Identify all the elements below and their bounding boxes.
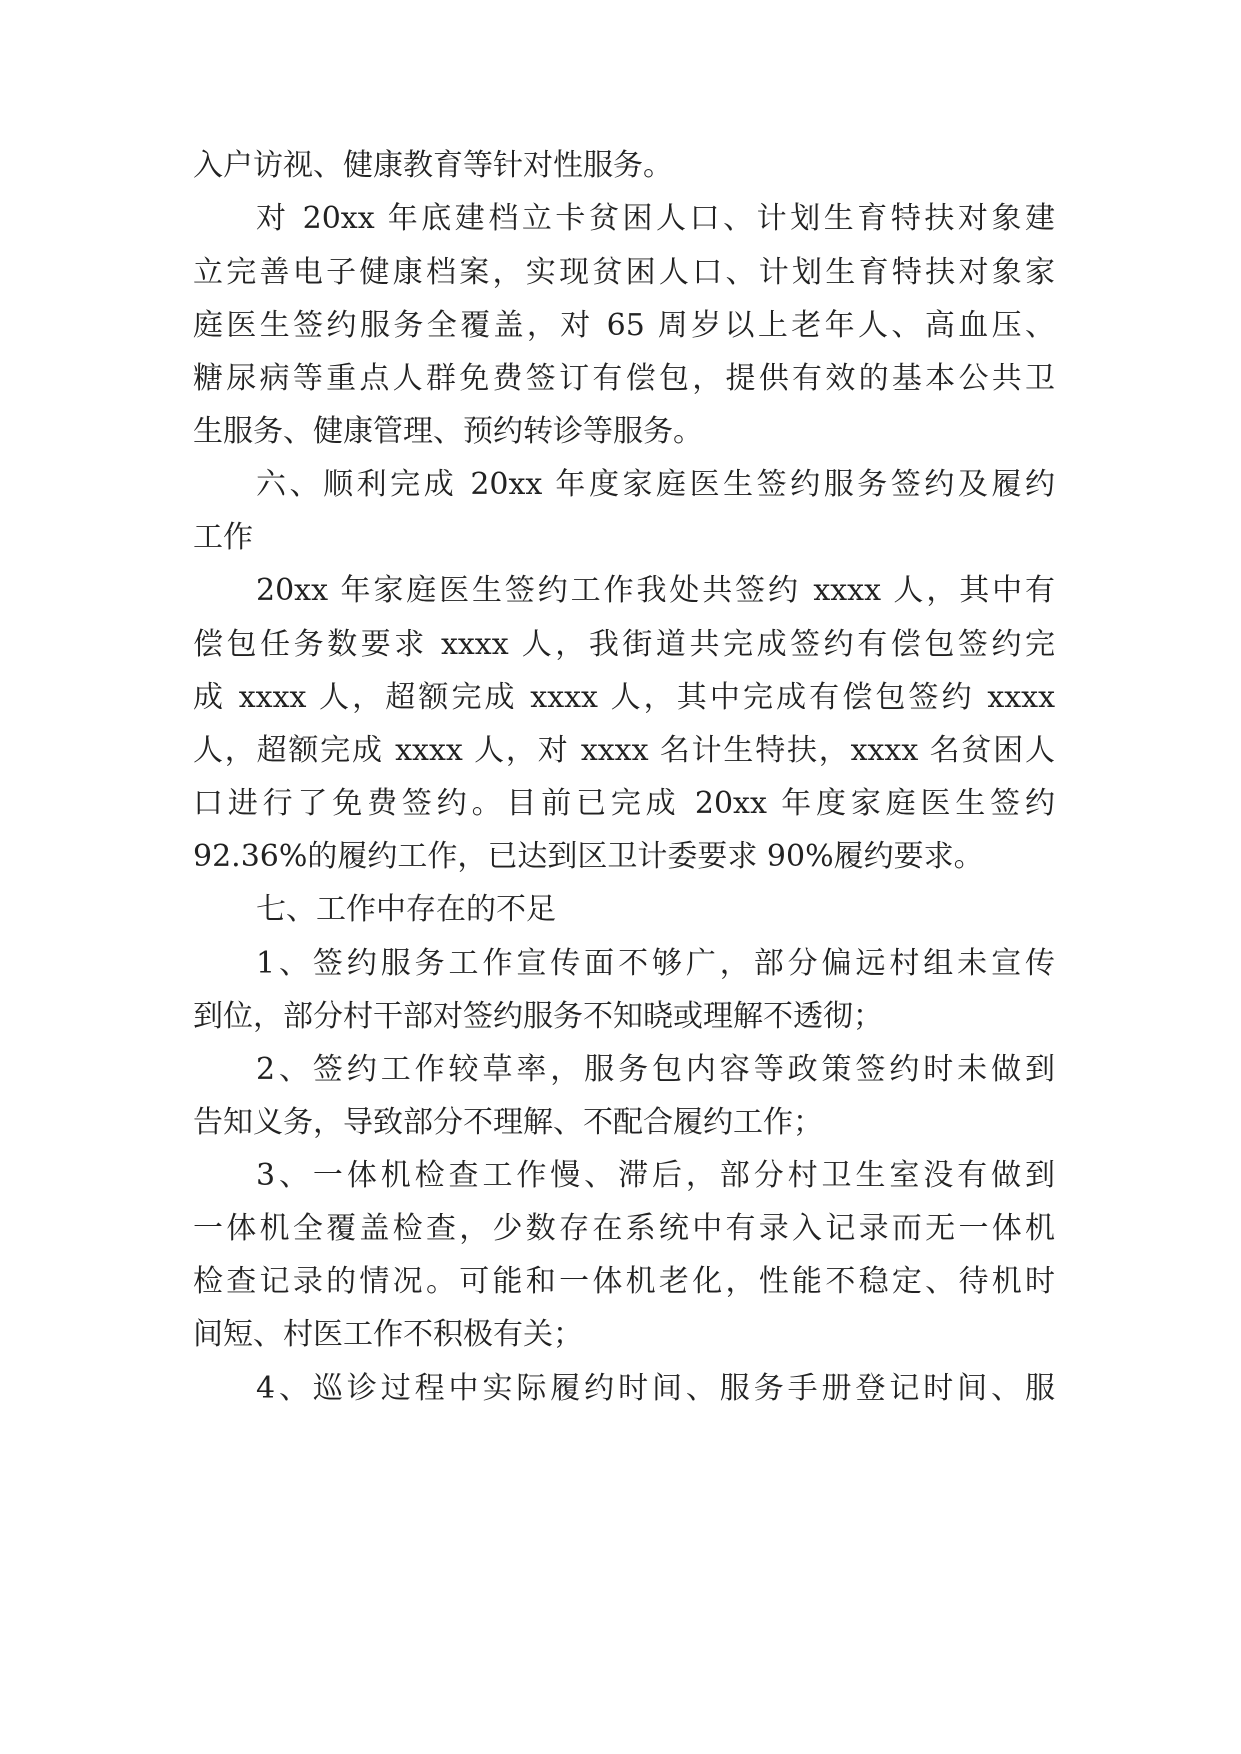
section-heading-six-continued: 工作 [193, 520, 253, 555]
text-line: 入户访视、健康教育等针对性服务。 [193, 148, 673, 183]
text-line: 立完善电子健康档案，实现贫困人口、计划生育特扶对象家 [193, 255, 1055, 290]
text-line: 人，超额完成 xxxx 人，对 xxxx 名计生特扶，xxxx 名贫困人 [193, 733, 1055, 768]
text-line: 偿包任务数要求 xxxx 人，我街道共完成签约有偿包签约完 [193, 627, 1055, 662]
text-line: 检查记录的情况。可能和一体机老化，性能不稳定、待机时 [193, 1264, 1055, 1299]
list-item-1-line: 1、签约服务工作宣传面不够广，部分偏远村组未宣传 [256, 946, 1055, 981]
text-line: 告知义务，导致部分不理解、不配合履约工作； [193, 1105, 823, 1140]
text-line: 生服务、健康管理、预约转诊等服务。 [193, 414, 703, 449]
text-line: 口进行了免费签约。目前已完成 20xx 年度家庭医生签约 [193, 786, 1055, 821]
text-line: 间短、村医工作不积极有关； [193, 1317, 583, 1352]
text-line: 一体机全覆盖检查，少数存在系统中有录入记录而无一体机 [193, 1211, 1055, 1246]
list-item-3-line: 3、一体机检查工作慢、滞后，部分村卫生室没有做到 [256, 1158, 1055, 1193]
list-item-4-line: 4、巡诊过程中实际履约时间、服务手册登记时间、服 [256, 1371, 1055, 1406]
paragraph-start-line: 20xx 年家庭医生签约工作我处共签约 xxxx 人，其中有 [256, 573, 1055, 608]
text-line: 庭医生签约服务全覆盖，对 65 周岁以上老年人、高血压、 [193, 308, 1055, 343]
text-line: 成 xxxx 人，超额完成 xxxx 人，其中完成有偿包签约 xxxx [193, 680, 1055, 715]
text-line: 糖尿病等重点人群免费签订有偿包，提供有效的基本公共卫 [193, 361, 1055, 396]
text-line: 到位，部分村干部对签约服务不知晓或理解不透彻； [193, 999, 883, 1034]
list-item-2-line: 2、签约工作较草率，服务包内容等政策签约时未做到 [256, 1052, 1055, 1087]
text-line: 92.36%的履约工作，已达到区卫计委要求 90%履约要求。 [193, 839, 984, 874]
paragraph-start-line: 对 20xx 年底建档立卡贫困人口、计划生育特扶对象建 [256, 201, 1055, 236]
section-heading-seven: 七、工作中存在的不足 [256, 892, 556, 927]
section-heading-six: 六、顺利完成 20xx 年度家庭医生签约服务签约及履约 [256, 467, 1055, 502]
